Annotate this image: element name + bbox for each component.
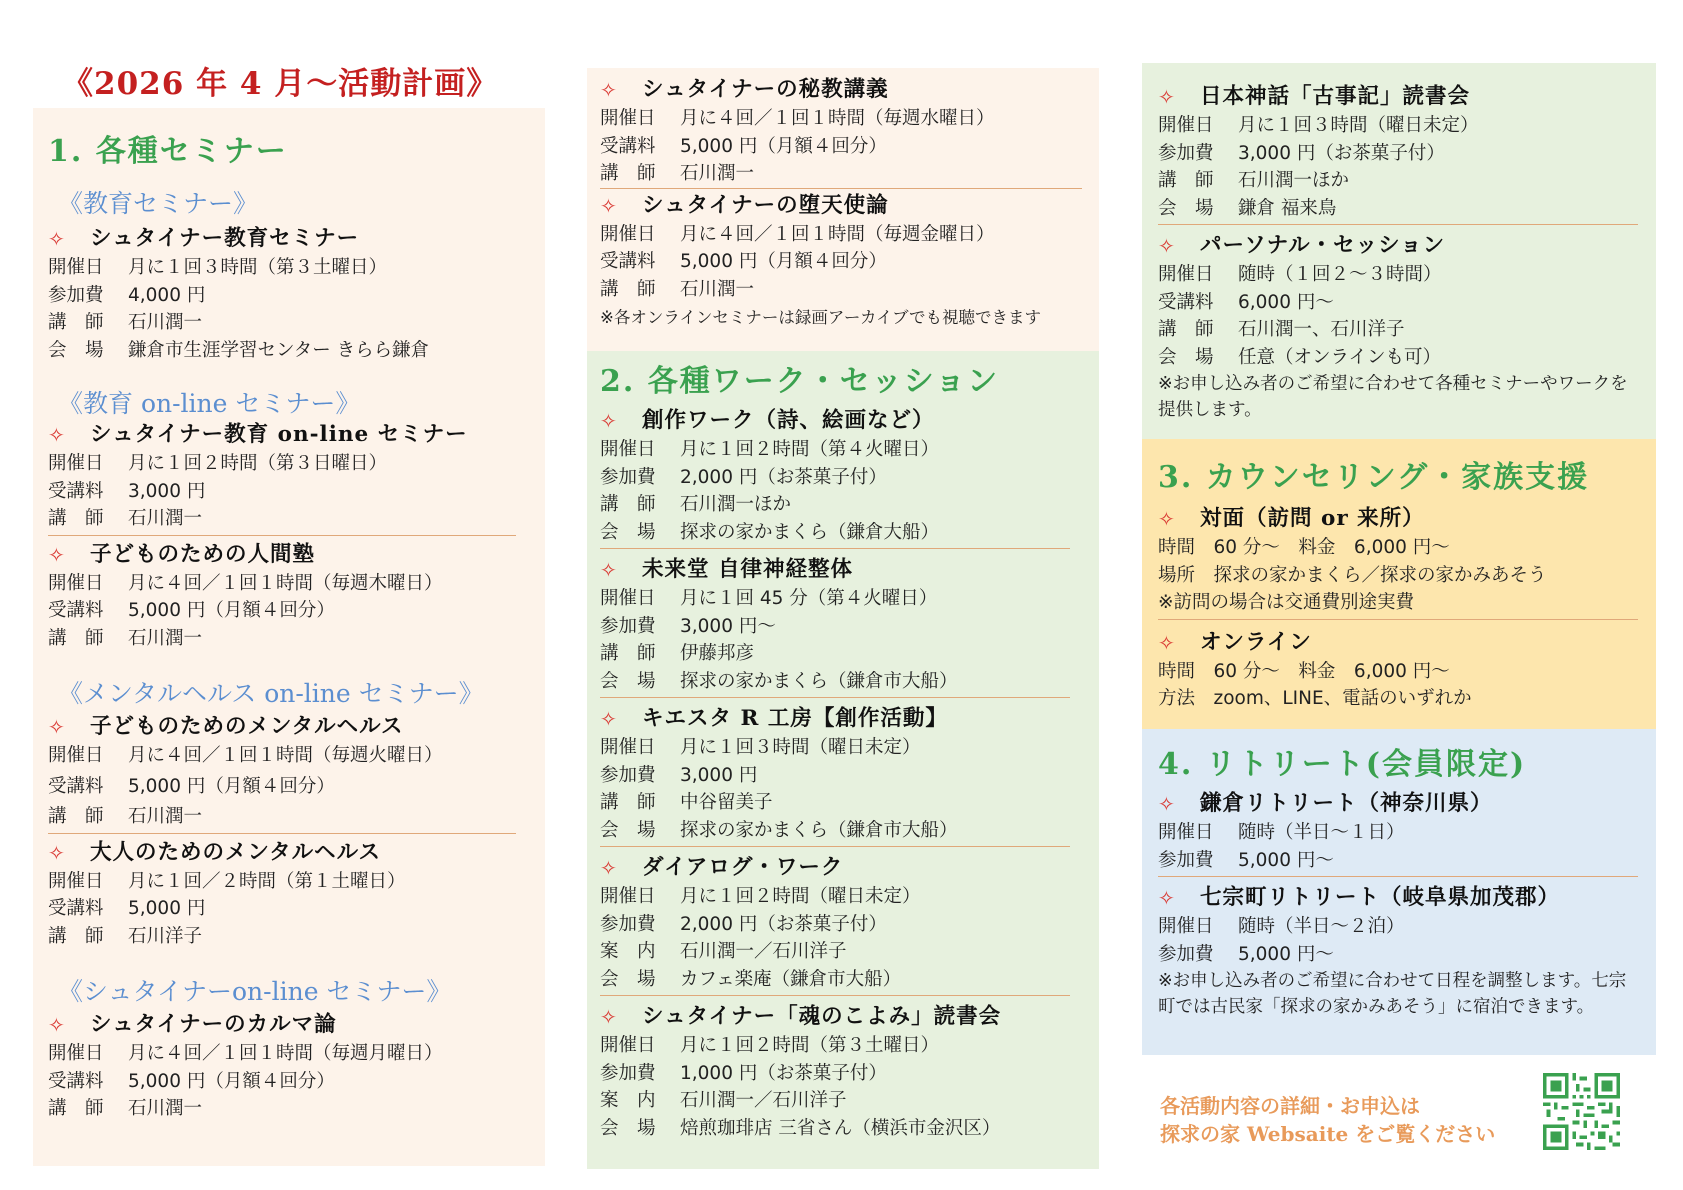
info-line: 講 師 石川潤一 bbox=[48, 1098, 203, 1119]
footer-line-1: 各活動内容の詳細・お申込は bbox=[1160, 1094, 1420, 1118]
info-line: 場所 探求の家かまくら／探求の家かみあそう bbox=[1158, 564, 1547, 586]
page-title: 《2026 年 4 月〜活動計画》 bbox=[62, 66, 499, 102]
retreat-note: ※お申し込み者のご希望に合わせて日程を調整します。七宗町では古民家「探求の家かみあそう」に宿泊できます。 bbox=[1158, 971, 1627, 1017]
info-line: 時間 60 分〜 料金 6,000 円〜 bbox=[1158, 537, 1450, 558]
sparkle-star-icon: ✧ bbox=[600, 409, 618, 433]
divider bbox=[1158, 876, 1638, 877]
info-line: 開催日 月に１回２時間（第３日曜日） bbox=[48, 453, 388, 474]
item-title: 子どものための人間塾 bbox=[90, 541, 316, 567]
divider bbox=[600, 697, 1070, 698]
item-karma-theory bbox=[48, 1010, 528, 1123]
info-line: 講 師 石川潤一 bbox=[600, 278, 755, 300]
item-esoteric-lectures bbox=[600, 75, 1090, 188]
item-kiesuta-studio bbox=[600, 704, 1090, 844]
info-line: 開催日 月に４回／１回１時間（毎週木曜日） bbox=[48, 572, 443, 594]
column-1 bbox=[48, 120, 528, 1123]
sparkle-star-icon: ✧ bbox=[1158, 886, 1176, 910]
info-line: 受講料 5,000 円 bbox=[48, 898, 206, 919]
info-line: 参加費 2,000 円（お茶菓子付） bbox=[600, 466, 887, 488]
divider bbox=[1158, 619, 1638, 620]
item-title: シュタイナー教育 on-line セミナー bbox=[90, 422, 468, 447]
sparkle-star-icon: ✧ bbox=[48, 423, 66, 447]
divider bbox=[48, 535, 516, 536]
sparkle-star-icon: ✧ bbox=[48, 1013, 66, 1037]
sparkle-star-icon: ✧ bbox=[600, 1005, 618, 1029]
info-line: 会 場 焙煎珈琲店 三省さん（横浜市金沢区） bbox=[600, 1117, 1001, 1139]
item-title: シュタイナー教育セミナー bbox=[90, 226, 360, 251]
section-title-retreat: 4. リトリート(会員限定) bbox=[1158, 747, 1527, 782]
item-kamakura-retreat bbox=[1158, 789, 1648, 874]
sparkle-star-icon: ✧ bbox=[1158, 85, 1176, 109]
footer-notice bbox=[1160, 1092, 1495, 1148]
info-line: 開催日 月に１回３時間（曜日未定） bbox=[600, 737, 921, 758]
info-line: 講 師 石川潤一、石川洋子 bbox=[1158, 319, 1405, 340]
info-line: 講 師 石川潤一ほか bbox=[600, 494, 792, 515]
info-line: 会 場 探求の家かまくら（鎌倉大船） bbox=[600, 521, 940, 543]
info-line: 講 師 伊藤邦彦 bbox=[600, 643, 755, 664]
info-line: 受講料 5,000 円（月額４回分） bbox=[600, 251, 887, 272]
subtitle-education-online: 《教育 on-line セミナー》 bbox=[58, 389, 361, 418]
info-line: 参加費 2,000 円（お茶菓子付） bbox=[600, 913, 887, 935]
info-line: 開催日 月に１回３時間（第３土曜日） bbox=[48, 257, 388, 278]
info-line: 会 場 カフェ楽庵（鎌倉市大船） bbox=[600, 968, 902, 990]
sparkle-star-icon: ✧ bbox=[600, 707, 618, 731]
info-line: 開催日 月に４回／１回１時間（毎週月曜日） bbox=[48, 1043, 443, 1064]
sparkle-star-icon: ✧ bbox=[1158, 234, 1176, 258]
item-kojiki-reading bbox=[1158, 82, 1648, 222]
info-line: 開催日 月に１回／２時間（第１土曜日） bbox=[48, 870, 406, 892]
item-online-counseling bbox=[1158, 628, 1648, 713]
info-line: 受講料 5,000 円（月額４回分） bbox=[48, 600, 335, 621]
info-line: 開催日 随時（半日〜２泊） bbox=[1158, 916, 1405, 937]
item-creative-work bbox=[600, 406, 1090, 546]
column-3-retreat bbox=[1158, 739, 1648, 1020]
sparkle-star-icon: ✧ bbox=[600, 558, 618, 582]
divider bbox=[600, 995, 1070, 996]
sparkle-star-icon: ✧ bbox=[600, 193, 618, 218]
item-title: 対面（訪問 or 来所） bbox=[1200, 506, 1425, 531]
divider bbox=[48, 833, 516, 834]
info-line: 開催日 月に１回３時間（曜日未定） bbox=[1158, 115, 1479, 136]
item-soul-calendar-reading bbox=[600, 1002, 1090, 1142]
info-line: 講 師 石川潤一ほか bbox=[1158, 170, 1350, 191]
sparkle-star-icon: ✧ bbox=[1158, 792, 1176, 816]
info-line: 参加費 5,000 円〜 bbox=[1158, 943, 1334, 965]
info-line: 方法 zoom、LINE、電話のいずれか bbox=[1158, 688, 1472, 709]
item-title: シュタイナーの堕天使論 bbox=[642, 192, 889, 218]
info-line: 開催日 月に１回２時間（第４火曜日） bbox=[600, 439, 940, 460]
item-title: キエスタ R 工房【創作活動】 bbox=[642, 706, 948, 731]
item-title: 創作ワーク（詩、絵画など） bbox=[642, 408, 935, 433]
info-line: 案 内 石川潤一／石川洋子 bbox=[600, 1090, 847, 1111]
info-line: 参加費 3,000 円 bbox=[600, 764, 758, 786]
info-line: 開催日 随時（１回２〜３時間） bbox=[1158, 264, 1442, 285]
sparkle-star-icon: ✧ bbox=[600, 856, 618, 880]
info-line: 受講料 5,000 円（月額４回分） bbox=[600, 135, 887, 157]
item-mental-health-kids bbox=[48, 712, 528, 831]
column-3-top bbox=[1158, 82, 1648, 423]
item-steiner-education bbox=[48, 224, 528, 364]
info-line: 会 場 探求の家かまくら（鎌倉市大船） bbox=[600, 670, 958, 692]
item-title: 日本神話「古事記」読書会 bbox=[1200, 84, 1471, 109]
subtitle-steiner-online: 《シュタイナーon-line セミナー》 bbox=[58, 977, 452, 1006]
info-line: 開催日 月に１回２時間（第３土曜日） bbox=[600, 1035, 940, 1056]
info-line: 講 師 石川潤一 bbox=[48, 508, 203, 529]
qr-code-icon[interactable] bbox=[1543, 1073, 1620, 1150]
column-2-bottom bbox=[600, 356, 1090, 1142]
sparkle-star-icon: ✧ bbox=[48, 542, 66, 567]
item-title: 鎌倉リトリート（神奈川県） bbox=[1200, 791, 1493, 816]
info-line: 会 場 任意（オンラインも可） bbox=[1158, 346, 1441, 368]
item-title: 大人のためのメンタルヘルス bbox=[90, 839, 381, 865]
info-line: 講 師 石川洋子 bbox=[48, 925, 203, 947]
info-line: 講 師 石川潤一 bbox=[48, 627, 203, 649]
item-title: 未来堂 自律神経整体 bbox=[642, 557, 853, 582]
item-personal-session bbox=[1158, 231, 1648, 423]
info-line: 会 場 探求の家かまくら（鎌倉市大船） bbox=[600, 819, 958, 841]
sparkle-star-icon: ✧ bbox=[600, 78, 618, 102]
info-line: 講 師 中谷留美子 bbox=[600, 792, 773, 813]
info-line: 案 内 石川潤一／石川洋子 bbox=[600, 941, 847, 962]
archive-note: ※各オンラインセミナーは録画アーカイブでも視聴できます bbox=[600, 308, 1042, 327]
item-title: 七宗町リトリート（岐阜県加茂郡） bbox=[1200, 885, 1561, 910]
item-title: シュタイナーのカルマ論 bbox=[90, 1012, 337, 1037]
info-line: 講 師 石川潤一 bbox=[48, 312, 203, 333]
info-line: ※訪問の場合は交通費別途実費 bbox=[1158, 592, 1415, 613]
item-kids-human-school bbox=[48, 540, 528, 653]
info-line: 受講料 5,000 円（月額４回分） bbox=[48, 1070, 335, 1092]
info-line: 参加費 3,000 円〜 bbox=[600, 615, 776, 637]
sparkle-star-icon: ✧ bbox=[48, 715, 66, 739]
info-line: 参加費 4,000 円 bbox=[48, 284, 206, 306]
column-3-counseling bbox=[1158, 452, 1648, 713]
item-mirai-do bbox=[600, 555, 1090, 695]
info-line: 開催日 月に４回／１回１時間（毎週火曜日） bbox=[48, 745, 443, 766]
item-title: ダイアログ・ワーク bbox=[642, 855, 844, 880]
section-title-seminars: 1. 各種セミナー bbox=[48, 134, 288, 169]
item-steiner-education-online bbox=[48, 420, 528, 533]
item-shichiso-retreat bbox=[1158, 883, 1648, 1020]
personal-session-note: ※お申し込み者のご希望に合わせて各種セミナーやワークを提供します。 bbox=[1158, 374, 1628, 420]
item-title: オンライン bbox=[1200, 629, 1312, 655]
sparkle-star-icon: ✧ bbox=[48, 227, 66, 251]
subtitle-education: 《教育セミナー》 bbox=[58, 189, 259, 218]
item-title: 子どものためのメンタルヘルス bbox=[90, 714, 404, 739]
sparkle-star-icon: ✧ bbox=[48, 840, 66, 865]
footer-line-2: 探求の家 Websaite をご覧ください bbox=[1160, 1122, 1496, 1146]
info-line: 時間 60 分〜 料金 6,000 円〜 bbox=[1158, 660, 1450, 682]
info-line: 開催日 月に１回 45 分（第４火曜日） bbox=[600, 588, 938, 609]
section-title-counseling: 3. カウンセリング・家族支援 bbox=[1158, 460, 1590, 495]
info-line: 受講料 3,000 円 bbox=[48, 480, 206, 502]
divider bbox=[600, 846, 1070, 847]
info-line: 参加費 3,000 円（お茶菓子付） bbox=[1158, 142, 1445, 164]
item-fallen-angels bbox=[600, 191, 1090, 304]
divider bbox=[1158, 224, 1638, 225]
info-line: 参加費 1,000 円（お茶菓子付） bbox=[600, 1062, 887, 1084]
item-dialogue-work bbox=[600, 853, 1090, 993]
info-line: 会 場 鎌倉市生涯学習センター きらら鎌倉 bbox=[48, 339, 430, 361]
item-title: パーソナル・セッション bbox=[1200, 233, 1446, 258]
column-2-top bbox=[600, 75, 1090, 331]
info-line: 開催日 随時（半日〜１日） bbox=[1158, 822, 1405, 843]
subtitle-mental-health: 《メンタルヘルス on-line セミナー》 bbox=[58, 679, 484, 708]
sparkle-star-icon: ✧ bbox=[1158, 507, 1176, 531]
info-line: 会 場 鎌倉 福来鳥 bbox=[1158, 197, 1337, 219]
info-line: 開催日 月に１回２時間（曜日未定） bbox=[600, 886, 921, 907]
section-title-work-sessions: 2. 各種ワーク・セッション bbox=[600, 364, 1000, 399]
info-line: 講 師 石川潤一 bbox=[48, 806, 203, 827]
sparkle-star-icon: ✧ bbox=[1158, 630, 1176, 655]
info-line: 講 師 石川潤一 bbox=[600, 163, 755, 184]
item-mental-health-adults bbox=[48, 838, 528, 951]
info-line: 受講料 5,000 円（月額４回分） bbox=[48, 775, 335, 797]
divider bbox=[600, 188, 1082, 189]
divider bbox=[600, 548, 1070, 549]
info-line: 参加費 5,000 円〜 bbox=[1158, 849, 1334, 871]
info-line: 受講料 6,000 円〜 bbox=[1158, 291, 1334, 313]
item-title: シュタイナー「魂のこよみ」読書会 bbox=[642, 1004, 1002, 1029]
info-line: 開催日 月に４回／１回１時間（毎週金曜日） bbox=[600, 223, 995, 245]
item-title: シュタイナーの秘教講義 bbox=[642, 77, 889, 102]
item-in-person-counseling bbox=[1158, 504, 1648, 617]
info-line: 開催日 月に４回／１回１時間（毎週水曜日） bbox=[600, 108, 995, 129]
